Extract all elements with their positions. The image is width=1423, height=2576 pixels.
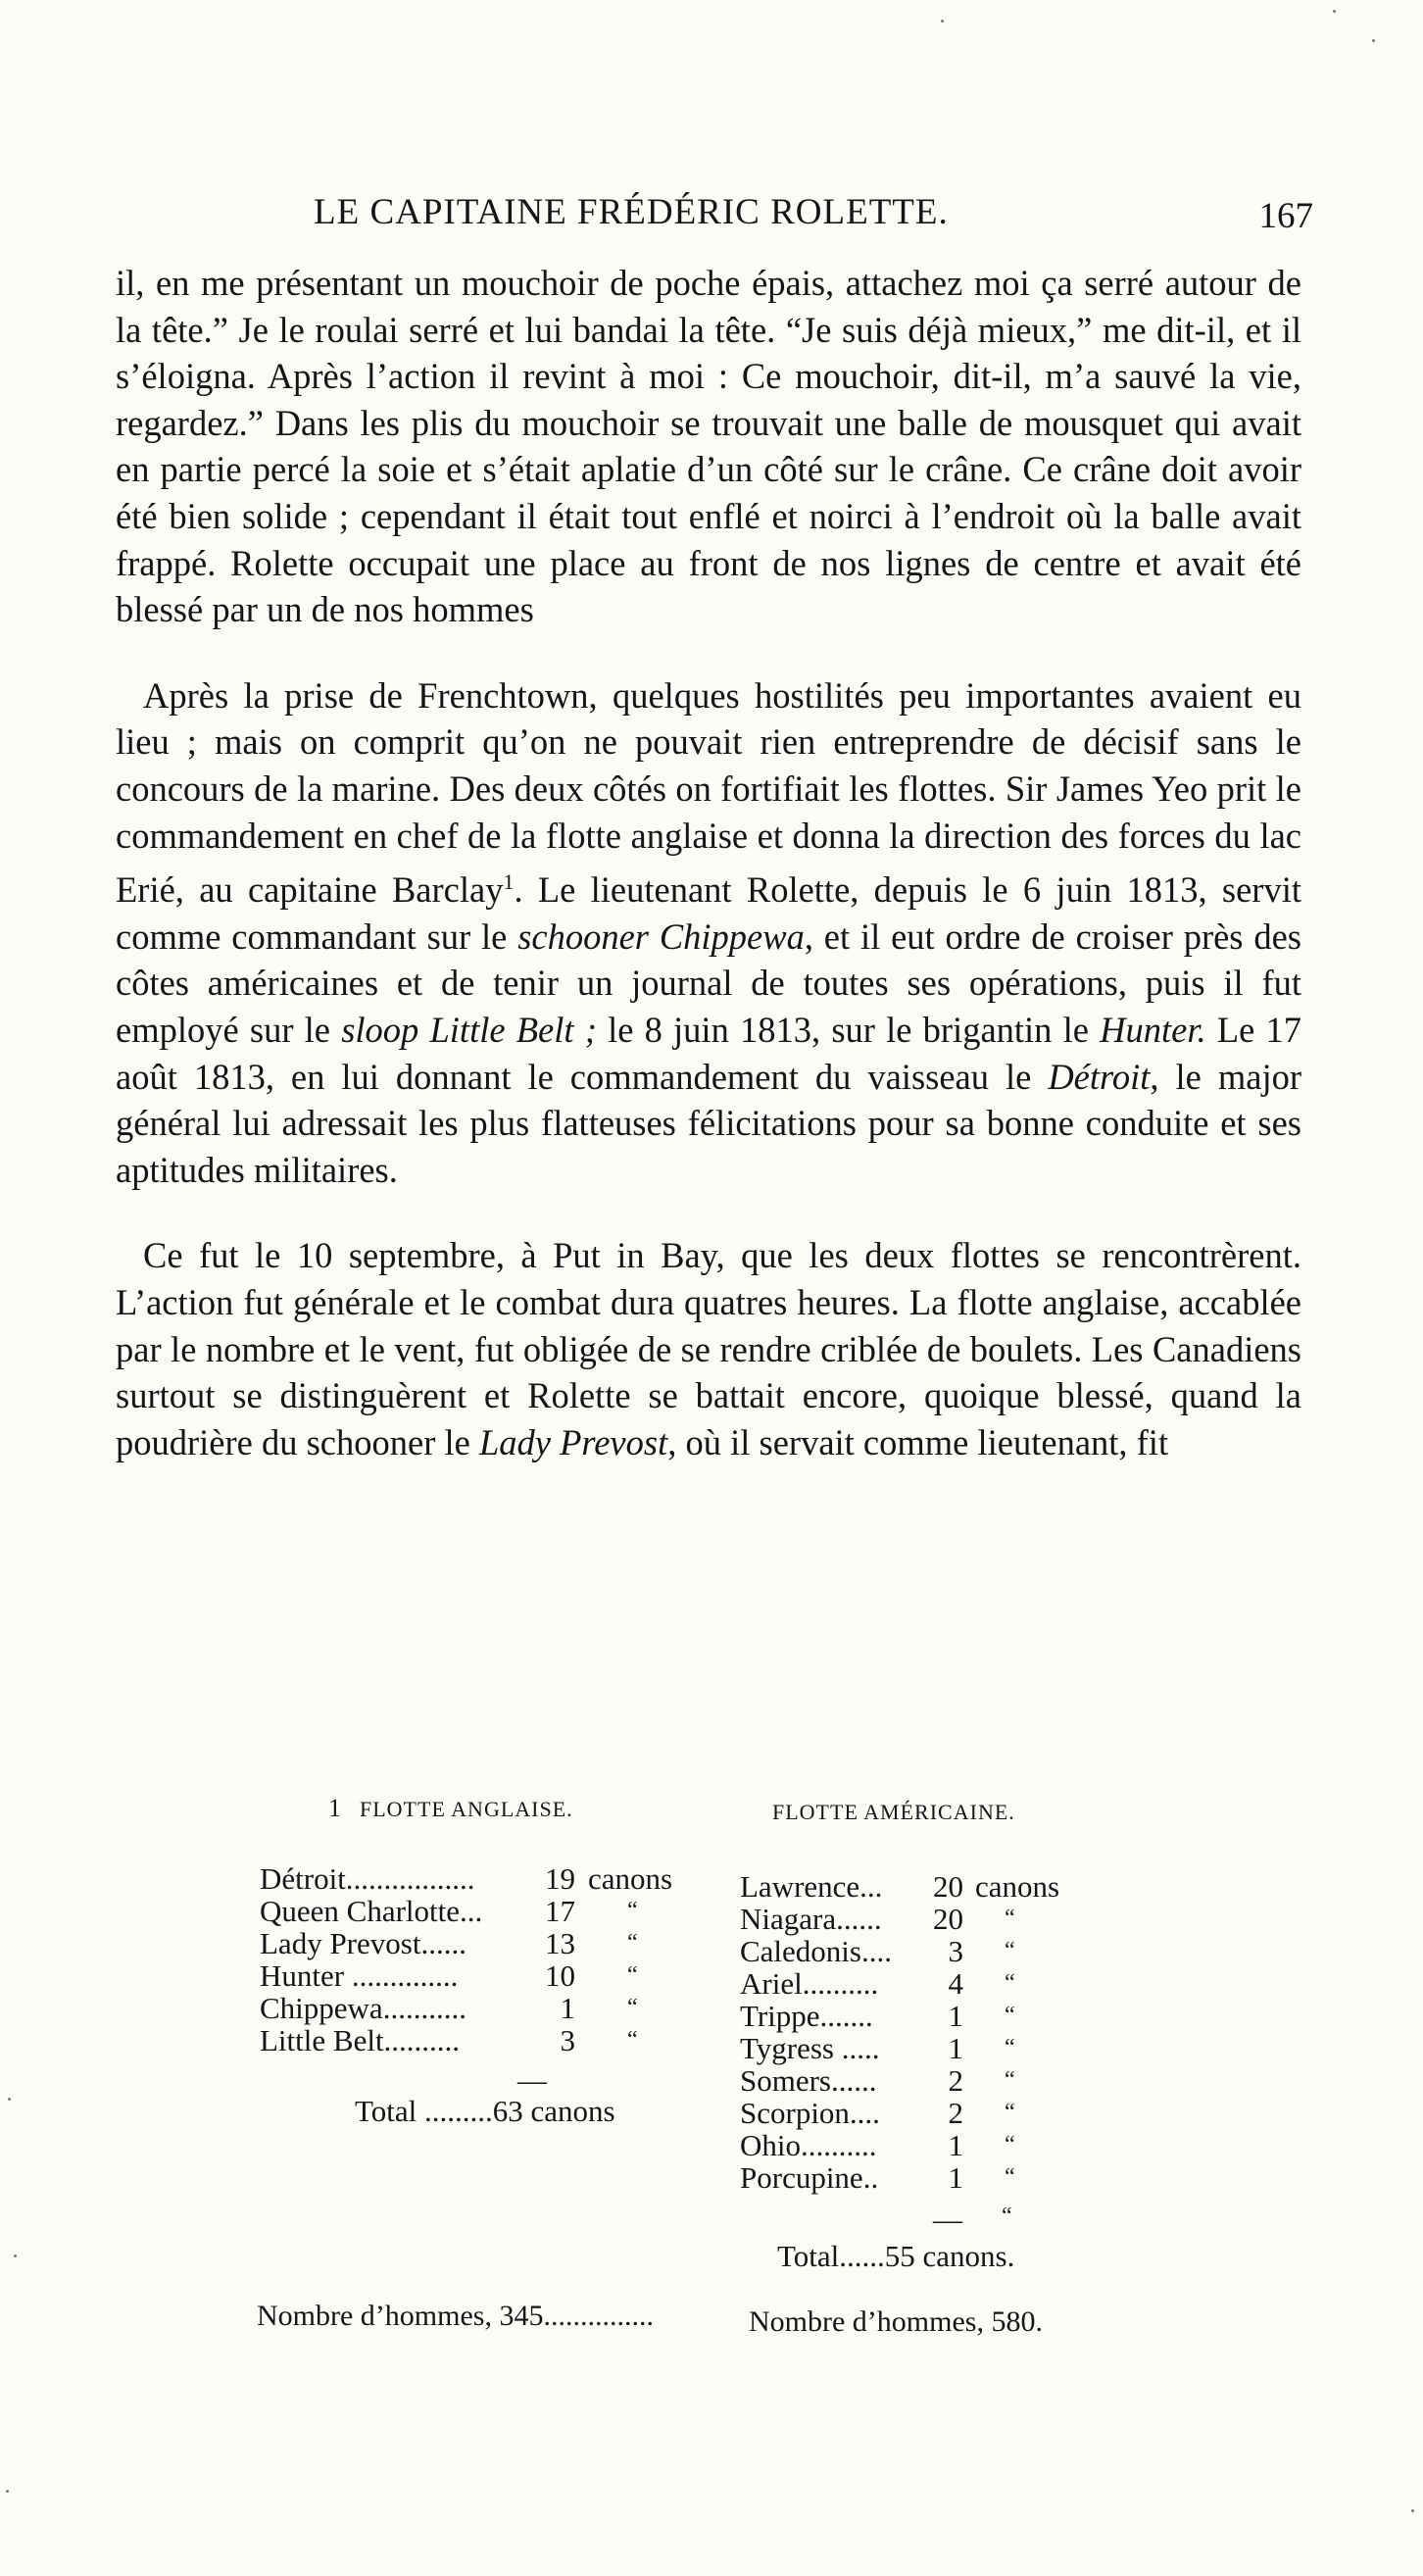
running-title: LE CAPITAINE FRÉDÉRIC ROLETTE. xyxy=(314,192,949,232)
ship-row xyxy=(740,1935,1112,1967)
ship-row xyxy=(260,1927,691,1959)
page-header xyxy=(118,191,1313,240)
text-run: le 8 juin 1813, sur le brigantin le xyxy=(596,1010,1101,1051)
paper-speck xyxy=(1411,2509,1414,2512)
gun-unit: “ xyxy=(1005,2100,1015,2125)
footnote xyxy=(0,1794,1423,2343)
ship-name: Trippe....... xyxy=(740,1999,873,2033)
paragraph xyxy=(116,1232,1301,1465)
text-run: , le major général lui adressait les plus flatteuses félicitations pour sa bonne conduite et ses aptitudes militaires. xyxy=(116,1056,1301,1190)
gun-count: 13 xyxy=(545,1926,575,1960)
gun-unit: “ xyxy=(627,1962,638,1988)
paper-speck xyxy=(8,2098,11,2101)
ship-name: Chippewa........... xyxy=(260,1991,466,2025)
ship-name: Somers...... xyxy=(740,2063,877,2098)
ship-row xyxy=(260,1895,691,1927)
text-run: Ce fut le 10 septembre, à Put in Bay, que les deux flottes se rencontrèrent. L’action fut générale et le combat dura quatres heures. La flotte anglaise, accablée par le nombre et le vent, fut obligée de se rendre criblée de boulets. Les Canadiens surtout se distinguèrent et Rolette se battait encore, quoique blessé, quand la poudrière du schooner le xyxy=(116,1235,1301,1462)
gun-unit: “ xyxy=(627,1898,638,1923)
gun-unit: canons xyxy=(588,1861,673,1896)
gun-count: 3 xyxy=(948,1934,963,1968)
italic-run: sloop Little Belt ; xyxy=(341,1010,597,1051)
ship-row xyxy=(740,2000,1112,2032)
ship-name: Little Belt.......... xyxy=(260,2023,461,2057)
gun-count: 4 xyxy=(948,1966,963,2001)
ship-row xyxy=(260,2024,691,2056)
ship-name: Détroit................. xyxy=(260,1861,475,1896)
ship-name: Ariel.......... xyxy=(740,1966,879,2001)
gun-count: 1 xyxy=(948,2031,963,2065)
paper-speck xyxy=(1333,10,1336,13)
ship-row xyxy=(740,1870,1112,1903)
american-fleet-list xyxy=(740,1870,1112,2194)
english-men: Nombre d’hommes, 345............... xyxy=(257,2300,654,2332)
gun-unit: “ xyxy=(1005,2132,1015,2157)
gun-count: 1 xyxy=(948,1999,963,2033)
gun-unit: “ xyxy=(627,1930,638,1956)
english-total: Total .........63 canons xyxy=(355,2094,615,2128)
text-run: Après la prise de Frenchtown, quelques hostilités peu importantes avaient eu lieu ; mais on comprit qu’on ne pouvait rien entreprendre de décisif sans le concours de la marine. Des deux côtés on fortifiait les flottes. Sir James Yeo prit le commandement en chef de la flotte anglaise et donna la direction des forces du lac Erié, au capitaine Barclay xyxy=(116,674,1301,911)
ship-name: Hunter .............. xyxy=(260,1958,459,1993)
page-number: 167 xyxy=(1258,196,1313,236)
gun-unit: “ xyxy=(1005,2164,1015,2190)
ship-name: Caledonis.... xyxy=(740,1934,892,1968)
gun-count: 1 xyxy=(948,2160,963,2195)
ship-row xyxy=(740,2161,1112,2194)
ship-row xyxy=(740,1903,1112,1935)
gun-count: 2 xyxy=(948,2096,963,2130)
gun-count: 3 xyxy=(560,2023,575,2057)
gun-unit: “ xyxy=(627,1995,638,2020)
american-total-rule: — xyxy=(933,2204,962,2236)
ship-name: Niagara...... xyxy=(740,1902,882,1936)
ship-name: Lady Prevost...... xyxy=(260,1926,466,1960)
english-total-rule: — xyxy=(517,2064,547,2097)
italic-run: schooner Chippewa xyxy=(517,916,805,957)
ship-row xyxy=(260,1862,691,1895)
gun-unit: “ xyxy=(1005,2035,1015,2060)
ship-name: Queen Charlotte... xyxy=(260,1894,483,1928)
paper-speck xyxy=(6,2490,9,2493)
english-fleet-title: FLOTTE ANGLAISE. xyxy=(360,1797,573,1821)
gun-count: 1 xyxy=(948,2128,963,2162)
ship-row xyxy=(260,1959,691,1992)
gun-count: 19 xyxy=(545,1861,575,1896)
gun-unit: “ xyxy=(1005,1938,1015,1963)
ship-row xyxy=(260,1992,691,2024)
text-run: il, en me présentant un mouchoir de poche épais, attachez moi ça serré autour de la tête.” Je le roulai serré et lui bandai la tête. “Je suis déjà mieux,” me dit-il, et il s’éloigna. Après l’action il revint à moi : Ce mouchoir, dit-il, m’a sauvé la vie, regardez.” Dans les plis du mouchoir se trouvait une balle de mousquet qui avait en partie percé la soie et s’était aplatie d’un côté sur le crâne. Ce crâne doit avoir été bien solide ; cependant il était tout enflé et noirci à l’endroit où la balle avait frappé. Rolette occupait une place au front de nos lignes de centre et avait été blessé par un de nos hommes xyxy=(116,263,1301,630)
ship-name: Ohio.......... xyxy=(740,2128,877,2162)
footnote-marker: 1 xyxy=(328,1794,342,1822)
gun-count: 1 xyxy=(560,1991,575,2025)
ship-name: Porcupine.. xyxy=(740,2160,879,2195)
gun-unit: “ xyxy=(1005,2003,1015,2028)
body-text xyxy=(116,260,1301,1465)
ship-row xyxy=(740,2064,1112,2097)
ship-row xyxy=(740,2129,1112,2161)
gun-count: 20 xyxy=(933,1902,963,1936)
ship-name: Lawrence... xyxy=(740,1869,883,1904)
italic-run: Détroit xyxy=(1048,1056,1151,1097)
gun-unit: “ xyxy=(1005,1970,1015,1996)
text-run: . Le lieutenant Rolette, depuis le 6 juin 1813, servit comme commandant sur le xyxy=(116,869,1301,957)
american-fleet-title: FLOTTE AMÉRICAINE. xyxy=(772,1800,1015,1824)
paragraph xyxy=(116,672,1301,1194)
american-ditto: “ xyxy=(1002,2204,1012,2229)
text-run: Le 17 août 1813, en lui donnant le commandement du vaisseau le xyxy=(116,1010,1301,1097)
gun-count: 17 xyxy=(545,1894,575,1928)
ship-row xyxy=(740,2097,1112,2129)
italic-run: Hunter. xyxy=(1100,1010,1206,1051)
footnote-ref: 1 xyxy=(503,869,515,895)
ship-row xyxy=(740,1967,1112,2000)
italic-run: Lady Prevost xyxy=(478,1421,668,1462)
american-men: Nombre d’hommes, 580. xyxy=(749,2305,1043,2338)
paper-speck xyxy=(14,2254,17,2257)
gun-unit: “ xyxy=(1005,2067,1015,2093)
ship-name: Tygress ..... xyxy=(740,2031,880,2065)
english-fleet-heading xyxy=(328,1794,573,1823)
paper-speck xyxy=(941,20,944,23)
text-run: , où il servait comme lieutenant, fit xyxy=(667,1421,1169,1462)
gun-unit: “ xyxy=(627,2027,638,2053)
gun-count: 10 xyxy=(545,1958,575,1993)
english-fleet-list xyxy=(260,1862,691,2056)
gun-count: 2 xyxy=(948,2063,963,2098)
american-total: Total......55 canons. xyxy=(777,2239,1015,2273)
text-run: , et il eut ordre de croiser près des côtes américaines et de tenir un journal de toutes ses opérations, puis il fut employé sur le xyxy=(116,916,1301,1051)
gun-unit: “ xyxy=(1005,1906,1015,1931)
paragraph xyxy=(116,260,1301,633)
ship-row xyxy=(740,2032,1112,2064)
ship-name: Scorpion.... xyxy=(740,2096,880,2130)
gun-count: 20 xyxy=(933,1869,963,1904)
gun-unit: canons xyxy=(975,1869,1060,1904)
paper-speck xyxy=(1372,39,1375,42)
